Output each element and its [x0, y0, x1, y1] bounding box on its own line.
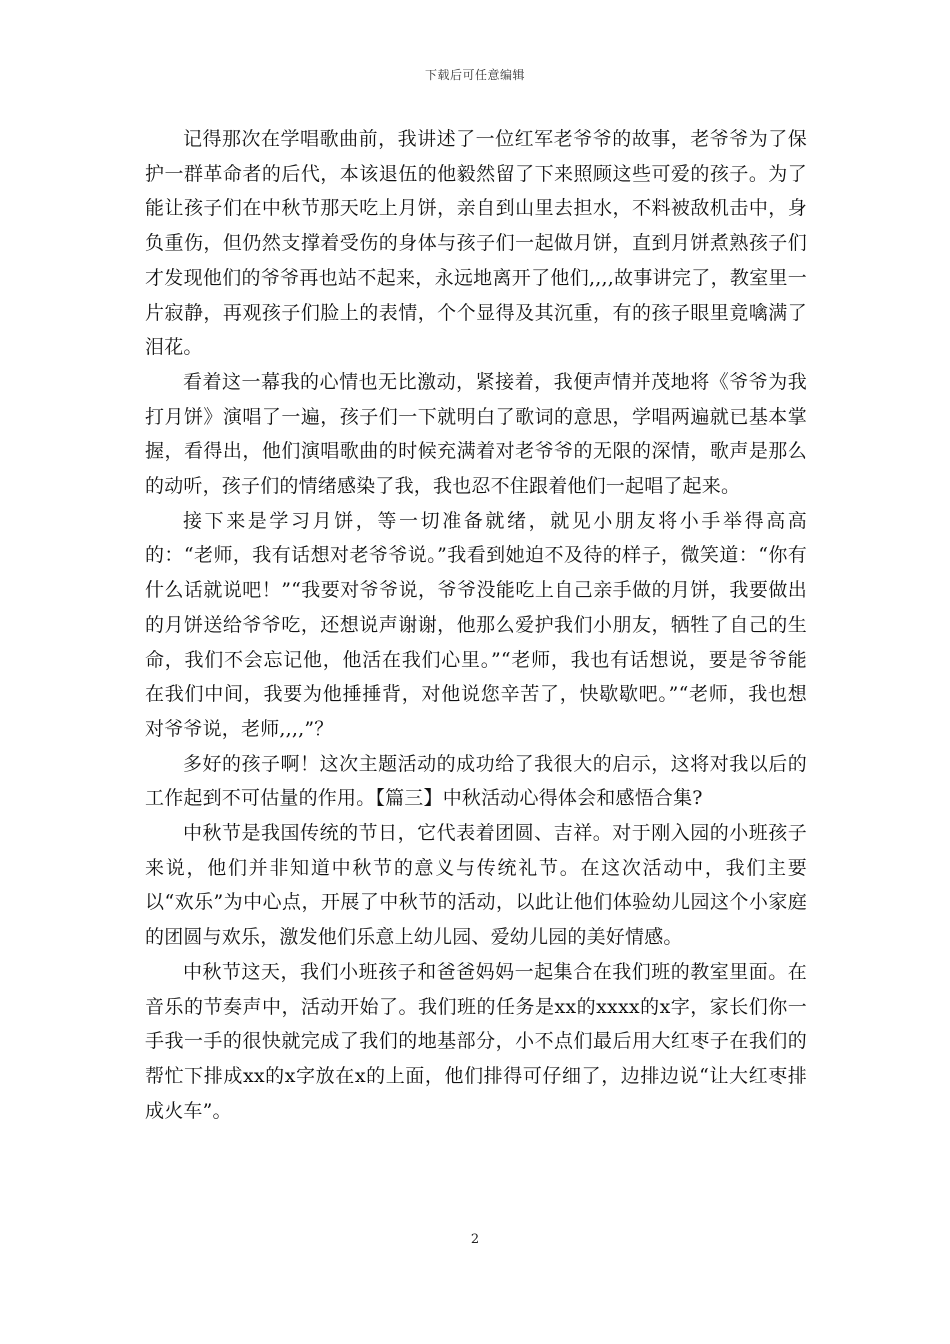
page-number: 2 [470, 1232, 480, 1247]
page-header: 下载后可任意编辑 [424, 68, 525, 82]
paragraph: 多好的孩子啊！这次主题活动的成功给了我很大的启示，这将对我以后的工作起到不可估量的作用。【篇三】中秋活动心得体会和感悟合集? [145, 752, 807, 810]
paragraph: 接下来是学习月饼，等一切准备就绪，就见小朋友将小手举得高高的：“老师，我有话想对老爷爷说。”我看到她迫不及待的样子，微笑道：“你有什么话就说吧！”“我要对爷爷说，爷爷没能吃上自己亲手做的月饼，我要做出的月饼送给爷爷吃，还想说声谢谢，他那么爱护我们小朋友，牺牲了自己的生命，我们不会忘记他，他活在我们心里。”“老师，我也有话想说，要是爷爷能在我们中间，我要为他捶捶背，对他说您辛苦了，快歇歇吧。”“老师，我也想对爷爷说，老师,,,,”？ [145, 509, 807, 740]
document-body [145, 122, 807, 1128]
paragraph: 中秋节这天，我们小班孩子和爸爸妈妈一起集合在我们班的教室里面。在音乐的节奏声中，活动开始了。我们班的任务是xx的xxxx的x字，家长们你一手我一手的很快就完成了我们的地基部分，小不点们最后用大红枣子在我们的帮忙下排成xx的x字放在x的上面，他们排得可仔细了，边排边说“让大红枣排成火车”。 [145, 960, 807, 1122]
paragraph: 记得那次在学唱歌曲前，我讲述了一位红军老爷爷的故事，老爷爷为了保护一群革命者的后代，本该退伍的他毅然留了下来照顾这些可爱的孩子。为了能让孩子们在中秋节那天吃上月饼，亲自到山里去担水，不料被敌机击中，身负重伤，但仍然支撑着受伤的身体与孩子们一起做月饼，直到月饼煮熟孩子们才发现他们的爷爷再也站不起来，永远地离开了他们,,,,故事讲完了，教室里一片寂静，再观孩子们脸上的表情，个个显得及其沉重，有的孩子眼里竟噙满了泪花。 [145, 128, 807, 359]
paragraph: 中秋节是我国传统的节日，它代表着团圆、吉祥。对于刚入园的小班孩子来说，他们并非知道中秋节的意义与传统礼节。在这次活动中，我们主要以“欢乐”为中心点，开展了中秋节的活动，以此让他们体验幼儿园这个小家庭的团圆与欢乐，激发他们乐意上幼儿园、爱幼儿园的美好情感。 [145, 822, 807, 949]
paragraph: 看着这一幕我的心情也无比激动，紧接着，我便声情并茂地将《爷爷为我打月饼》演唱了一遍，孩子们一下就明白了歌词的意思，学唱两遍就已基本掌握，看得出，他们演唱歌曲的时候充满着对老爷爷的无限的深情，歌声是那么的动听，孩子们的情绪感染了我，我也忍不住跟着他们一起唱了起来。 [145, 370, 807, 498]
